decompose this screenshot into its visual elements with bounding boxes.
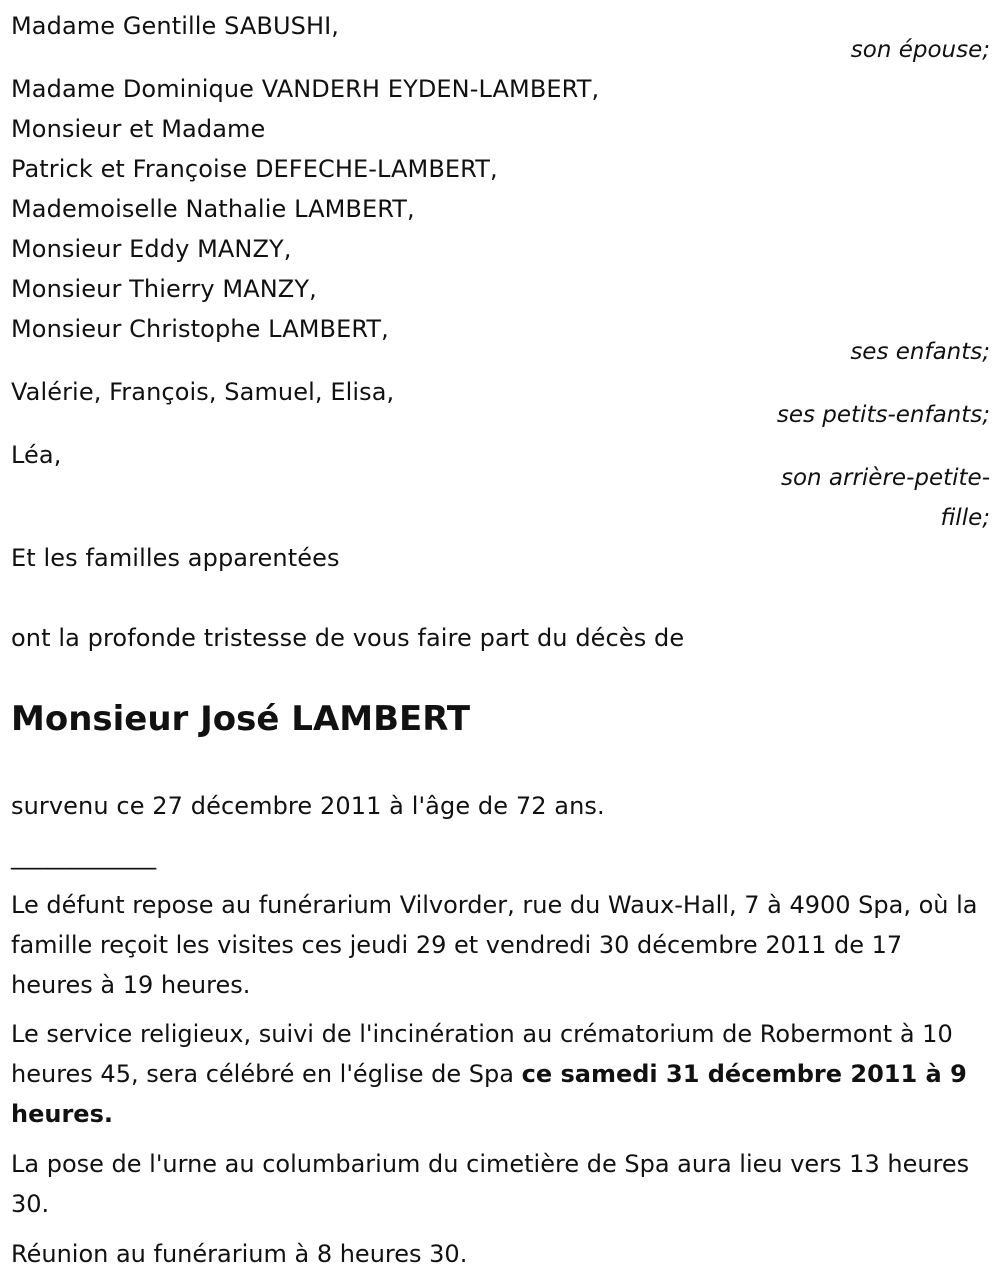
spouse-role: son épouse; <box>850 37 990 63</box>
great-grandchild-role-cont: fille; <box>940 505 990 531</box>
grandchildren-names: Valérie, François, Samuel, Elisa, <box>11 378 395 406</box>
great-grandchild-name: Léa, <box>11 441 62 469</box>
service-date: ce samedi 31 décembre 2011 à 9 heures. <box>11 1060 967 1128</box>
related-families: Et les familles apparentées <box>11 544 340 572</box>
child-line: Monsieur et Madame <box>11 115 266 143</box>
child-line: Patrick et Françoise DEFECHE-LAMBERT, <box>11 155 498 183</box>
spouse-name: Madame Gentille SABUSHI, <box>11 12 340 40</box>
child-line: Monsieur Thierry MANZY, <box>11 275 317 303</box>
child-line: Mademoiselle Nathalie LAMBERT, <box>11 195 415 223</box>
urn-paragraph: La pose de l'urne au columbarium du cimetière de Spa aura lieu vers 13 heures 30. <box>11 1150 970 1218</box>
meeting-paragraph: Réunion au funérarium à 8 heures 30. <box>11 1240 468 1268</box>
grandchildren-role: ses petits-enfants; <box>776 402 990 428</box>
repose-paragraph: Le défunt repose au funérarium Vilvorder, rue du Waux-Hall, 7 à 4900 Spa, où la famille reçoit les visites ces jeudi 29 et vendredi 30 décembre 2011 de 17 heures à 19 heures. <box>11 891 978 999</box>
service-text: Le service religieux, suivi de l'incinération au crématorium de Robermont à 10 heures 45, sera célébré en l'église de Spa <box>11 1020 953 1088</box>
service-paragraph <box>11 1014 981 1134</box>
child-line: Madame Dominique VANDERH EYDEN-LAMBERT, <box>11 75 600 103</box>
child-line: Monsieur Eddy MANZY, <box>11 235 292 263</box>
deceased-name: Monsieur José LAMBERT <box>11 699 471 739</box>
child-line: Monsieur Christophe LAMBERT, <box>11 315 389 343</box>
announcement-intro: ont la profonde tristesse de vous faire part du décès de <box>11 624 685 652</box>
children-role: ses enfants; <box>850 339 990 365</box>
separator: ____________ <box>11 842 157 870</box>
death-info: survenu ce 27 décembre 2011 à l'âge de 72 ans. <box>11 792 605 820</box>
great-grandchild-role: son arrière-petite- <box>780 465 990 491</box>
